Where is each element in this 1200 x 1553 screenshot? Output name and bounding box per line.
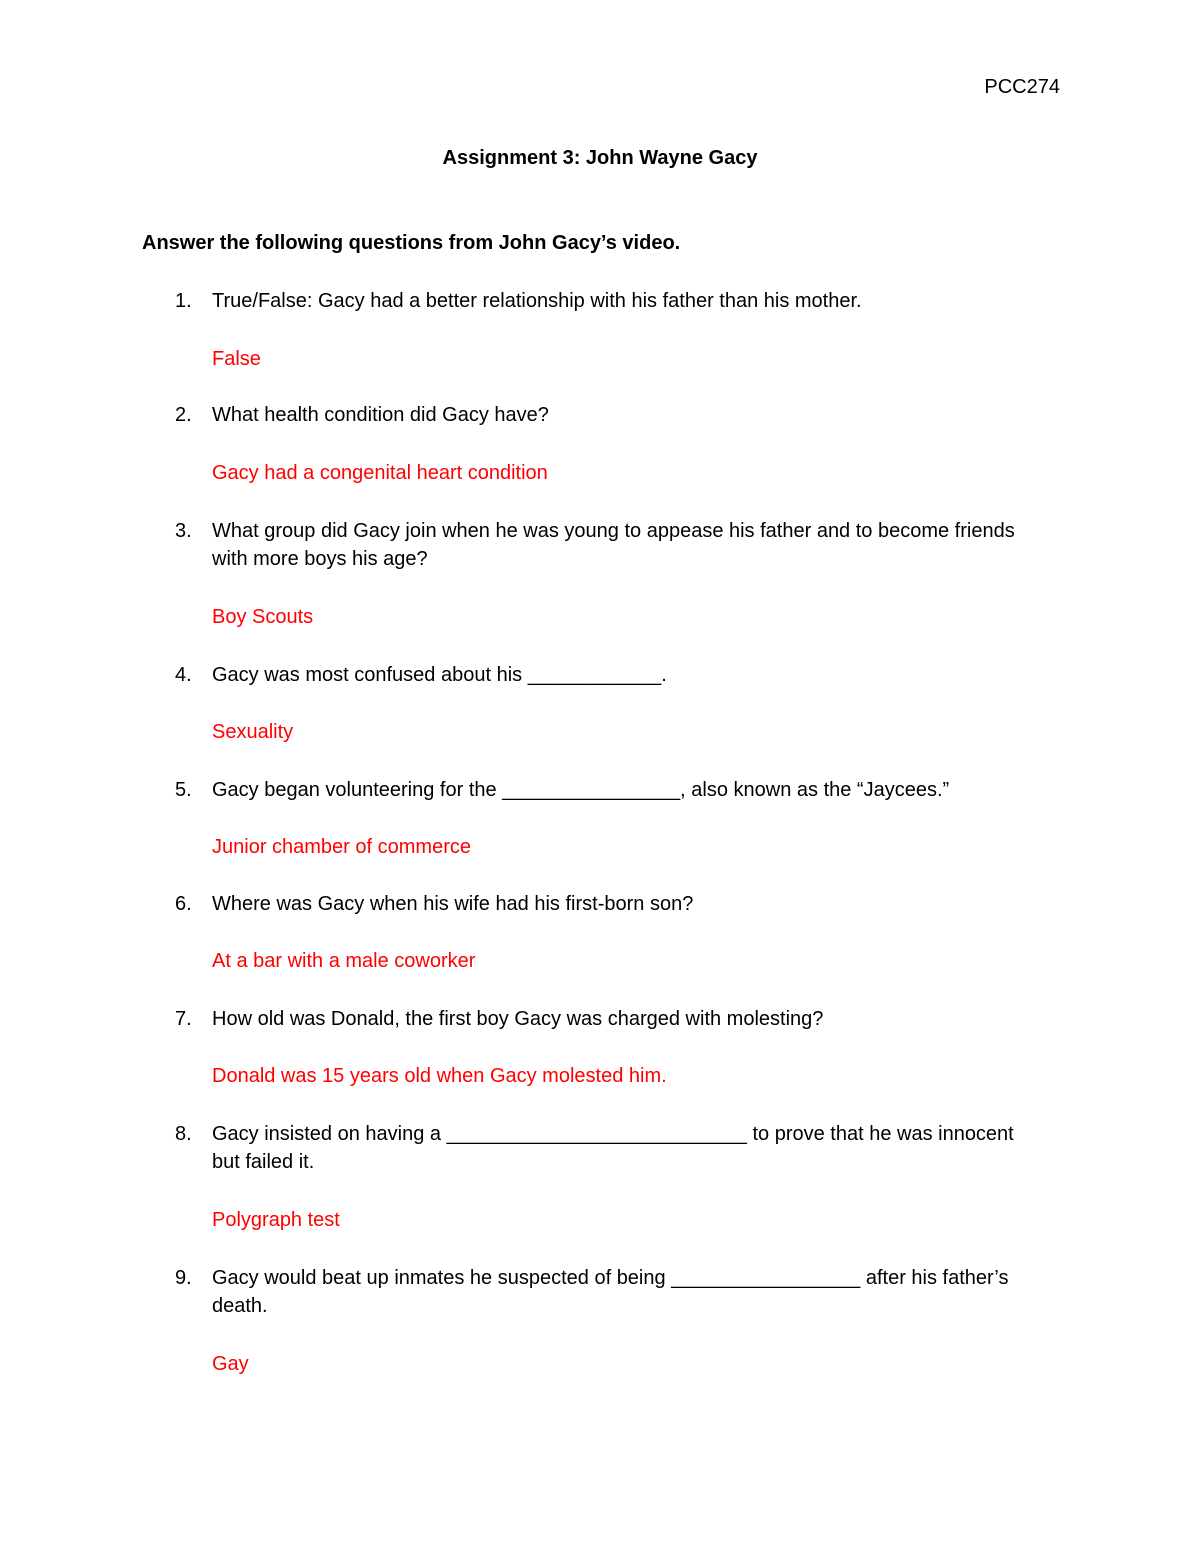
question-item — [175, 517, 1035, 573]
answer-text: False — [212, 348, 261, 370]
answer-text: Sexuality — [212, 721, 294, 743]
question-item — [175, 890, 1035, 918]
question-text: Where was Gacy when his wife had his first-born son? — [212, 893, 694, 915]
question-number: 7. — [175, 1008, 192, 1030]
question-text: Gacy insisted on having a ___________________________ to prove that he was innocent but failed it. — [212, 1123, 1014, 1173]
question-text: Gacy was most confused about his ____________. — [212, 664, 667, 686]
question-item — [175, 287, 1035, 315]
question-number: 6. — [175, 893, 192, 915]
answer-text: Boy Scouts — [212, 606, 314, 628]
question-number: 9. — [175, 1267, 192, 1289]
question-item — [175, 401, 1035, 429]
answer-text: Gay — [212, 1353, 249, 1375]
answer-text: Polygraph test — [212, 1209, 340, 1231]
question-text: True/False: Gacy had a better relationship with his father than his mother. — [212, 290, 862, 312]
question-item — [175, 776, 1035, 804]
question-text: What health condition did Gacy have? — [212, 404, 549, 426]
course-code: PCC274 — [984, 76, 1060, 98]
instructions: Answer the following questions from John Gacy’s video. — [142, 232, 681, 254]
answer-text: At a bar with a male coworker — [212, 950, 476, 972]
question-number: 3. — [175, 520, 192, 542]
question-item — [175, 1005, 1035, 1033]
answer-text: Gacy had a congenital heart condition — [212, 462, 548, 484]
question-text: Gacy began volunteering for the ________________, also known as the “Jaycees.” — [212, 779, 950, 801]
answer-text: Donald was 15 years old when Gacy molested him. — [212, 1065, 667, 1087]
question-number: 1. — [175, 290, 192, 312]
question-text: What group did Gacy join when he was young to appease his father and to become friends with more boys his age? — [212, 520, 1015, 570]
page-title: Assignment 3: John Wayne Gacy — [442, 147, 758, 169]
question-text: Gacy would beat up inmates he suspected of being _________________ after his father’s death. — [212, 1267, 1009, 1317]
question-number: 4. — [175, 664, 192, 686]
question-number: 2. — [175, 404, 192, 426]
question-item — [175, 1264, 1035, 1320]
question-number: 5. — [175, 779, 192, 801]
question-item — [175, 1120, 1035, 1176]
answer-text: Junior chamber of commerce — [212, 836, 471, 858]
question-item — [175, 661, 1035, 689]
question-number: 8. — [175, 1123, 192, 1145]
question-text: How old was Donald, the first boy Gacy was charged with molesting? — [212, 1008, 824, 1030]
